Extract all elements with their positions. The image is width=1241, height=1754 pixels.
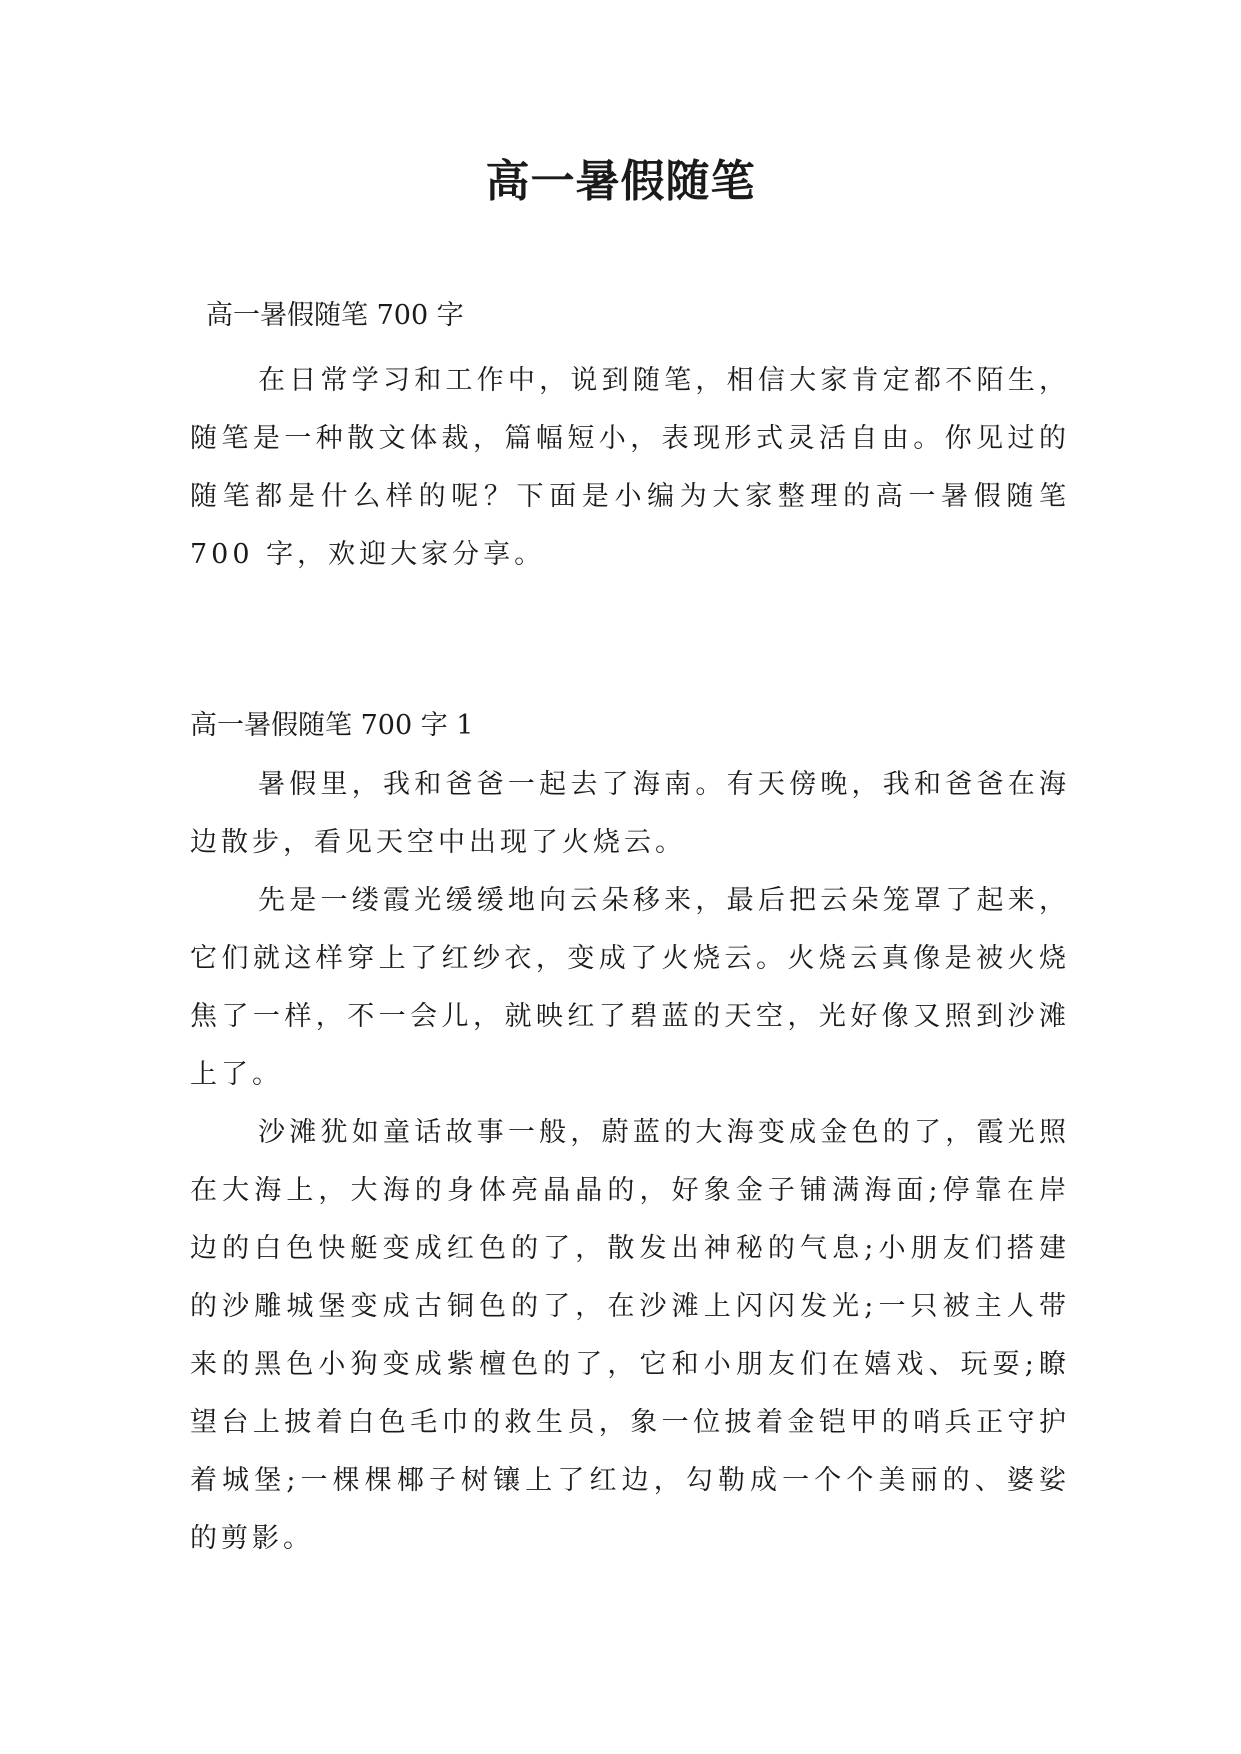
intro-paragraph: 在日常学习和工作中，说到随笔，相信大家肯定都不陌生，随笔是一种散文体裁，篇幅短小，表现形式灵活自由。你见过的随笔都是什么样的呢？下面是小编为大家整理的高一暑假随笔 700 字，欢迎大家分享。 — [190, 365, 1070, 570]
body-paragraph: 暑假里，我和爸爸一起去了海南。有天傍晚，我和爸爸在海边散步，看见天空中出现了火烧云。 — [190, 769, 1070, 858]
document-subtitle: 高一暑假随笔 700 字 — [206, 300, 464, 331]
essay-body — [190, 756, 1070, 1568]
body-paragraph: 沙滩犹如童话故事一般，蔚蓝的大海变成金色的了，霞光照在大海上，大海的身体亮晶晶的，好象金子铺满海面;停靠在岸边的白色快艇变成红色的了，散发出神秘的气息;小朋友们搭建的沙雕城堡变成古铜色的了，在沙滩上闪闪发光;一只被主人带来的黑色小狗变成紫檀色的了，它和小朋友们在嬉戏、玩耍;瞭望台上披着白色毛巾的救生员，象一位披着金铠甲的哨兵正守护着城堡;一棵棵椰子树镶上了红边，勾勒成一个个美丽的、婆娑的剪影。 — [190, 1117, 1070, 1554]
body-paragraph: 先是一缕霞光缓缓地向云朵移来，最后把云朵笼罩了起来，它们就这样穿上了红纱衣，变成了火烧云。火烧云真像是被火烧焦了一样，不一会儿，就映红了碧蓝的天空，光好像又照到沙滩上了。 — [190, 885, 1070, 1090]
section-heading: 高一暑假随笔 700 字 1 — [190, 710, 474, 741]
document-title: 高一暑假随笔 — [485, 156, 756, 207]
